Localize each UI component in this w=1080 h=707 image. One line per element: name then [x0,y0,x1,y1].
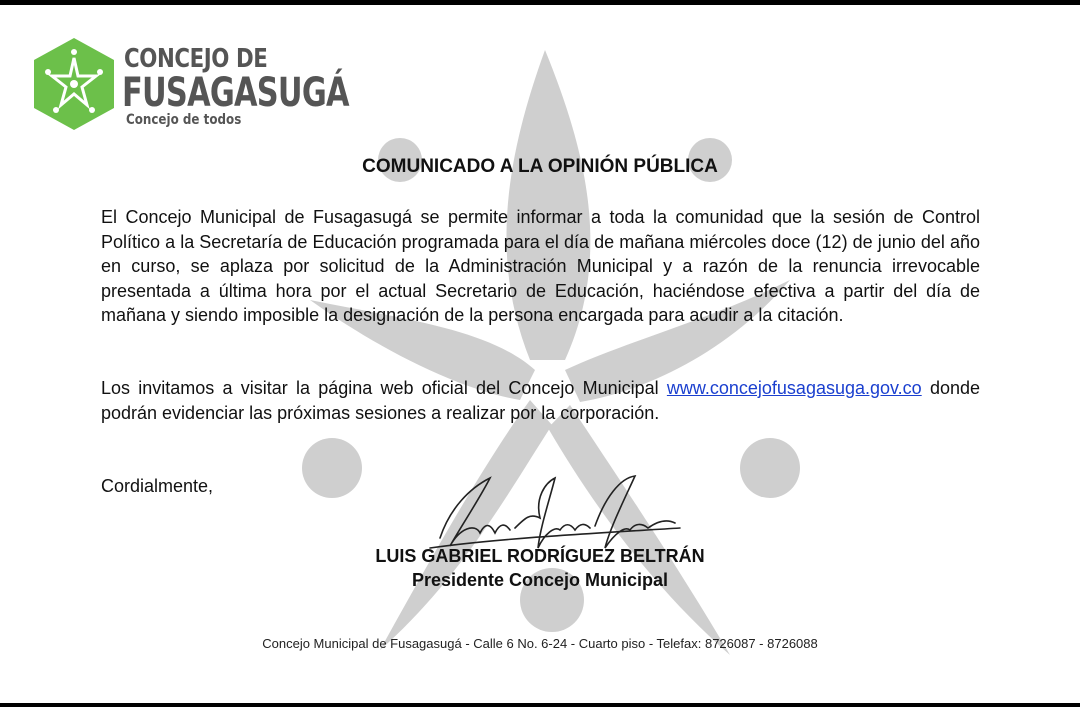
body-paragraph-1: El Concejo Municipal de Fusagasugá se permite informar a toda la comunidad que la sesión de Control Político a la Secretaría de Educación programada para el día de mañana miércoles doce (12) de junio del año en curso, se aplaza por solicitud de la Administración Municipal y a razón de la renuncia irrevocable presentada a última hora por el actual Secretario de Educación, haciéndose efectiva a partir del día de mañana y siendo imposible la designación de la persona encargada para acudir a la citación. [101,207,980,325]
website-link[interactable]: www.concejofusagasuga.gov.co [666,378,922,398]
body-paragraph-2 [101,376,980,425]
hexagon-star-logo-icon [32,36,116,132]
logo-text-line2: FUSAGASUGÁ [122,70,349,116]
logo-text-line1: CONCEJO DE [124,44,268,74]
footer-address: Concejo Municipal de Fusagasugá - Calle 6 No. 6-24 - Cuarto piso - Telefax: 8726087 - 8726088 [262,636,818,651]
paragraph-2-text-start: Los invitamos a visitar la página web oficial del Concejo Municipal [101,378,667,398]
paragraph-2-text-end: donde podrán evidenciar las próximas sesiones a realizar por la corporación. [101,378,980,423]
document-title: COMUNICADO A LA OPINIÓN PÚBLICA [362,156,718,177]
bottom-border [0,703,1080,707]
council-logo [32,36,349,136]
signer-name: LUIS GABRIEL RODRÍGUEZ BELTRÁN [375,546,705,566]
logo-tagline: Concejo de todos [126,112,242,128]
closing-salutation: Cordialmente, [101,476,214,496]
signer-role: Presidente Concejo Municipal [411,570,669,590]
top-border [0,0,1080,5]
